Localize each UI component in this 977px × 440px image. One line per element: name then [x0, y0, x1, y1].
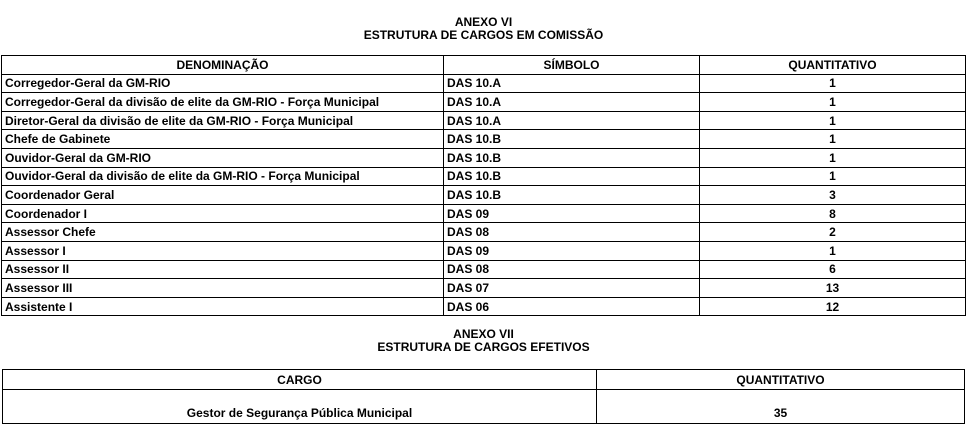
column-header-quantity: QUANTITATIVO	[597, 370, 965, 390]
cell-quantity: 1	[700, 74, 966, 93]
cell-quantity: 1	[700, 167, 966, 186]
table-row	[2, 74, 966, 93]
table-row	[2, 297, 966, 316]
table-row	[2, 260, 966, 279]
cell-symbol: DAS 07	[444, 279, 700, 298]
cell-denomination: Assessor II	[2, 260, 444, 279]
annex-vii-heading	[0, 328, 967, 354]
cell-quantity: 1	[700, 241, 966, 260]
commission-positions-table	[1, 55, 966, 316]
annex-vii-title: ANEXO VII	[453, 327, 514, 341]
effective-positions-table	[2, 369, 965, 424]
column-header-denomination: DENOMINAÇÃO	[2, 56, 444, 75]
table-row	[2, 130, 966, 149]
annex-vi-heading	[0, 16, 967, 42]
cell-symbol: DAS 10.B	[444, 167, 700, 186]
cell-symbol: DAS 10.B	[444, 186, 700, 205]
cell-denomination: Coordenador I	[2, 204, 444, 223]
column-header-symbol: SÍMBOLO	[444, 56, 700, 75]
cell-symbol: DAS 10.A	[444, 74, 700, 93]
cell-quantity: 35	[597, 390, 965, 424]
cell-denomination: Assessor III	[2, 279, 444, 298]
table-row	[2, 148, 966, 167]
cell-quantity: 1	[700, 111, 966, 130]
cell-symbol: DAS 10.B	[444, 148, 700, 167]
column-header-quantity: QUANTITATIVO	[700, 56, 966, 75]
cell-denomination: Ouvidor-Geral da GM-RIO	[2, 148, 444, 167]
cell-symbol: DAS 08	[444, 223, 700, 242]
cell-denomination: Coordenador Geral	[2, 186, 444, 205]
cell-denomination: Assessor I	[2, 241, 444, 260]
cell-quantity: 3	[700, 186, 966, 205]
table-row	[2, 167, 966, 186]
table-row	[2, 223, 966, 242]
table-row	[3, 390, 965, 424]
table-row	[2, 186, 966, 205]
table-header-row	[3, 370, 965, 390]
cell-quantity: 13	[700, 279, 966, 298]
table-row	[2, 93, 966, 112]
cell-denomination: Diretor-Geral da divisão de elite da GM-RIO - Força Municipal	[2, 111, 444, 130]
annex-vi-subtitle: ESTRUTURA DE CARGOS EM COMISSÃO	[363, 28, 604, 42]
table-header-row	[2, 56, 966, 75]
cell-quantity: 6	[700, 260, 966, 279]
table-row	[2, 241, 966, 260]
cell-denomination: Corregedor-Geral da GM-RIO	[2, 74, 444, 93]
cell-quantity: 8	[700, 204, 966, 223]
cell-denomination: Ouvidor-Geral da divisão de elite da GM-RIO - Força Municipal	[2, 167, 444, 186]
cell-denomination: Assessor Chefe	[2, 223, 444, 242]
table-row	[2, 204, 966, 223]
cell-quantity: 12	[700, 297, 966, 316]
annex-vii-subtitle: ESTRUTURA DE CARGOS EFETIVOS	[377, 340, 590, 354]
table-row	[2, 111, 966, 130]
cell-denomination: Corregedor-Geral da divisão de elite da GM-RIO - Força Municipal	[2, 93, 444, 112]
column-header-position: CARGO	[3, 370, 597, 390]
cell-symbol: DAS 10.B	[444, 130, 700, 149]
cell-quantity: 1	[700, 93, 966, 112]
annex-vi-title: ANEXO VI	[454, 15, 513, 29]
cell-quantity: 2	[700, 223, 966, 242]
cell-symbol: DAS 10.A	[444, 111, 700, 130]
cell-symbol: DAS 08	[444, 260, 700, 279]
cell-symbol: DAS 09	[444, 241, 700, 260]
cell-quantity: 1	[700, 148, 966, 167]
table-row	[2, 279, 966, 298]
cell-symbol: DAS 10.A	[444, 93, 700, 112]
cell-symbol: DAS 09	[444, 204, 700, 223]
cell-symbol: DAS 06	[444, 297, 700, 316]
cell-denomination: Assistente I	[2, 297, 444, 316]
cell-position: Gestor de Segurança Pública Municipal	[3, 390, 597, 424]
cell-quantity: 1	[700, 130, 966, 149]
cell-denomination: Chefe de Gabinete	[2, 130, 444, 149]
